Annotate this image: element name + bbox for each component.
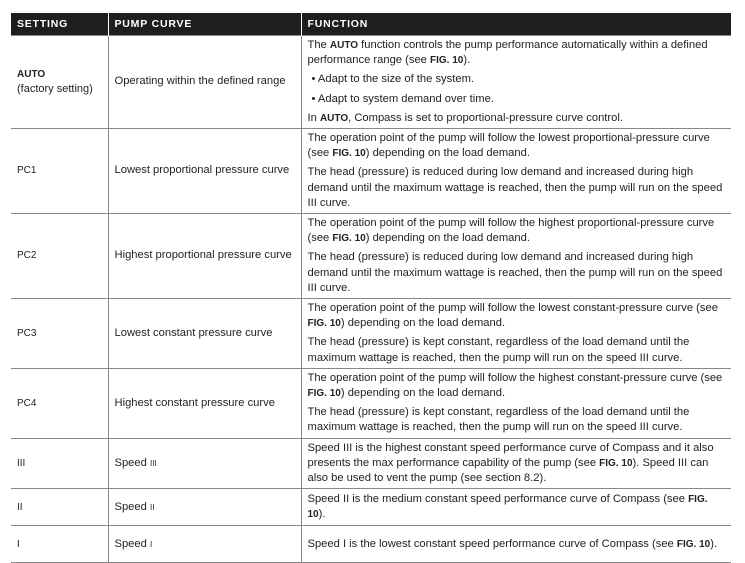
figure-reference: FIG. 10 — [430, 55, 464, 67]
settings-table-wrapper — [11, 13, 731, 563]
pump-curve-cell — [108, 438, 301, 489]
setting-cell: II — [11, 489, 108, 526]
function-cell — [301, 129, 731, 214]
table-row-pc1 — [11, 129, 731, 214]
table-row-pc4 — [11, 368, 731, 438]
function-cell — [301, 438, 731, 489]
function-cell — [301, 214, 731, 299]
bullet-item: • Adapt to the size of the system. — [312, 72, 728, 87]
function-paragraph: The head (pressure) is kept constant, regardless of the load demand until the maximum wattage is reached, then the pump will run on the speed III curve. — [307, 336, 690, 364]
text: Speed II is the medium constant speed performance curve of Compass (see — [307, 493, 689, 506]
function-cell — [301, 526, 731, 563]
text: , Compass is set to proportional-pressure curve control. — [348, 111, 623, 124]
keyword: AUTO — [319, 112, 349, 124]
text: The operation point of the pump will follow the lowest proportional-pressure curve (see — [307, 132, 710, 160]
table-row-pc2 — [11, 214, 731, 299]
text: Speed — [114, 500, 150, 513]
text: function controls the pump performance automatically within a defined performance range (see — [307, 39, 708, 67]
keyword: AUTO — [329, 40, 359, 51]
header-pump-curve: PUMP CURVE — [108, 13, 301, 36]
text: ). — [710, 537, 718, 550]
text: ). Speed III can also be used to vent the pump (see section 8.2). — [307, 456, 709, 485]
table-row-speed-1 — [11, 526, 731, 563]
function-cell — [301, 299, 731, 369]
function-cell — [301, 36, 731, 129]
table-header-row — [11, 13, 731, 36]
function-cell — [301, 368, 731, 438]
setting-cell: PC3 — [11, 299, 108, 369]
text: ) depending on the load demand. — [340, 387, 506, 400]
text: ). — [463, 54, 471, 67]
text: ). — [318, 508, 326, 521]
figure-reference: FIG. 10 — [307, 318, 341, 330]
setting-cell: PC4 — [11, 368, 108, 438]
text: The operation point of the pump will follow the highest constant-pressure curve (see — [307, 371, 723, 384]
function-paragraph: The head (pressure) is reduced during low demand and increased during high demand until the maximum wattage is reached, then the pump will run on the speed III curve. — [307, 166, 723, 209]
function-paragraph — [308, 111, 728, 126]
pump-curve-cell — [108, 526, 301, 563]
pump-curve-cell — [108, 489, 301, 526]
setting-label: AUTO — [17, 68, 46, 80]
header-setting: SETTING — [11, 13, 108, 36]
setting-cell: I — [11, 526, 108, 563]
text: ) depending on the load demand. — [365, 232, 530, 245]
figure-reference: FIG. 10 — [307, 494, 708, 521]
text: The — [307, 39, 330, 51]
function-paragraph: The head (pressure) is kept constant, regardless of the load demand until the maximum wattage is reached, then the pump will run on the speed III curve. — [307, 406, 690, 434]
text: Speed — [114, 456, 150, 469]
speed-number: I — [149, 539, 153, 549]
pump-curve-cell: Operating within the defined range — [108, 36, 301, 129]
function-paragraph: The head (pressure) is reduced during low demand and increased during high demand until the maximum wattage is reached, then the pump will run on the speed III curve. — [307, 251, 723, 294]
bullet-item: • Adapt to system demand over time. — [312, 92, 728, 107]
pump-settings-table — [11, 13, 731, 563]
setting-cell: PC1 — [11, 129, 108, 214]
function-paragraph — [308, 216, 728, 246]
function-paragraph — [308, 131, 728, 161]
figure-reference: FIG. 10 — [307, 388, 341, 400]
header-function: FUNCTION — [301, 13, 731, 36]
text: Speed — [114, 537, 150, 550]
function-paragraph — [308, 492, 728, 522]
text: Speed III is the highest constant speed performance curve of Compass and it also presents the max performance capability of the pump (see — [307, 441, 714, 469]
function-paragraph — [308, 537, 728, 552]
table-row-speed-2 — [11, 489, 731, 526]
table-row-speed-3 — [11, 438, 731, 489]
figure-reference: FIG. 10 — [676, 538, 711, 550]
function-paragraph — [308, 441, 728, 487]
pump-curve-cell: Lowest proportional pressure curve — [108, 129, 301, 214]
function-paragraph — [308, 301, 728, 331]
speed-number: III — [149, 458, 157, 468]
setting-cell: III — [11, 438, 108, 489]
text: In — [307, 111, 320, 124]
table-row-auto — [11, 36, 731, 129]
setting-cell: PC2 — [11, 214, 108, 299]
text: Speed I is the lowest constant speed performance curve of Compass (see — [307, 537, 677, 550]
figure-reference: FIG. 10 — [599, 457, 633, 469]
text: ) depending on the load demand. — [340, 317, 506, 330]
function-cell — [301, 489, 731, 526]
figure-reference: FIG. 10 — [332, 148, 366, 160]
pump-curve-cell: Highest constant pressure curve — [108, 368, 301, 438]
setting-note: (factory setting) — [17, 83, 93, 95]
table-row-pc3 — [11, 299, 731, 369]
function-paragraph — [308, 371, 728, 401]
text: ) depending on the load demand. — [365, 147, 530, 160]
text: The operation point of the pump will follow the highest proportional-pressure curve (see — [307, 217, 715, 245]
pump-curve-cell: Highest proportional pressure curve — [108, 214, 301, 299]
setting-cell — [11, 36, 108, 129]
text: The operation point of the pump will follow the lowest constant-pressure curve (see — [307, 302, 718, 315]
figure-reference: FIG. 10 — [332, 233, 366, 245]
pump-curve-cell: Lowest constant pressure curve — [108, 299, 301, 369]
function-paragraph — [308, 38, 728, 68]
speed-number: II — [149, 502, 155, 512]
